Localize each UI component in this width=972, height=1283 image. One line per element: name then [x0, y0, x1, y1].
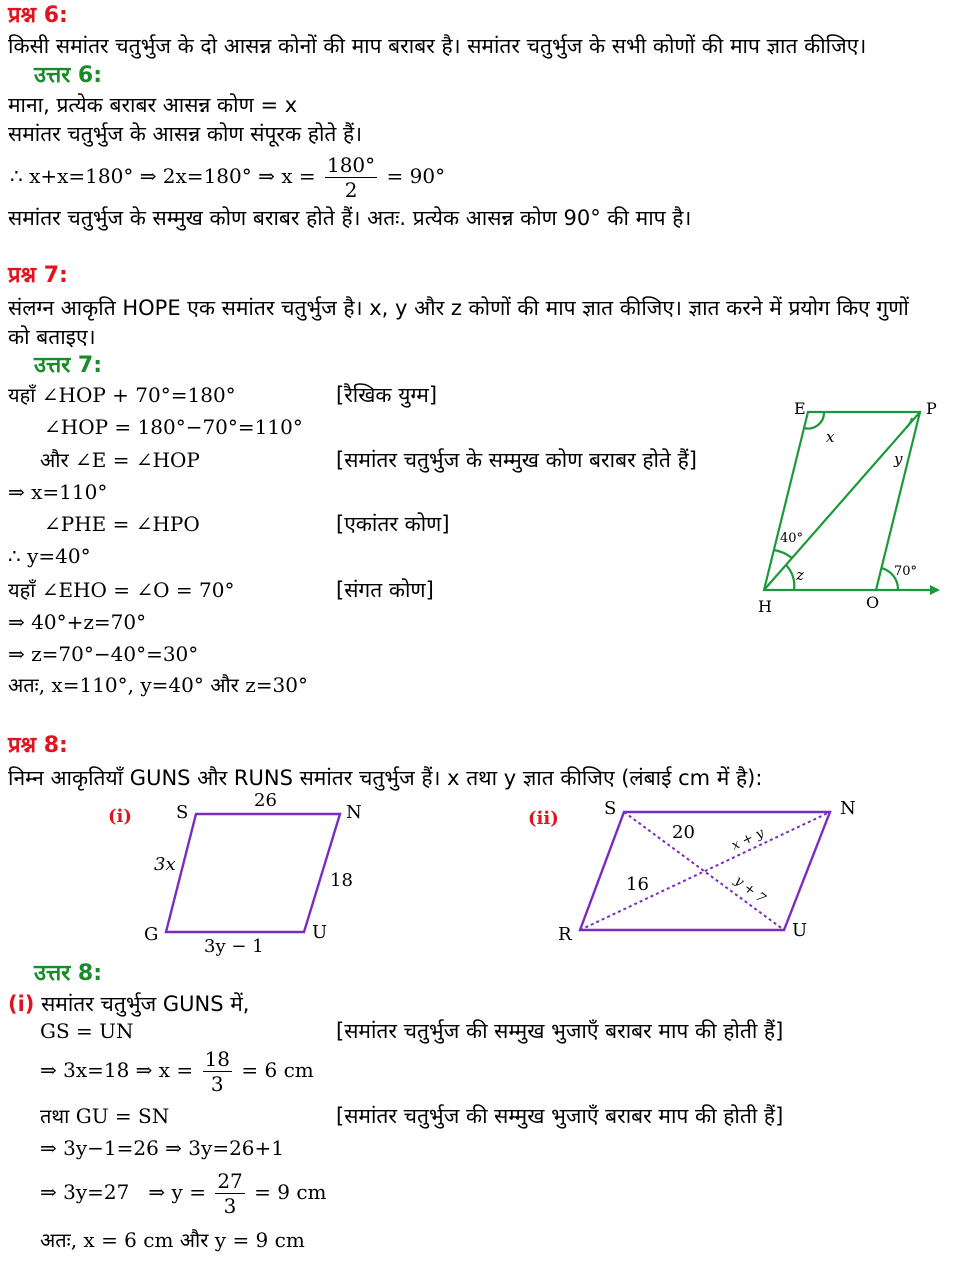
- q8-figure-runs: [520, 790, 870, 950]
- q6-question: किसी समांतर चतुर्भुज के दो आसन्न कोनों की माप बराबर है। समांतर चतुर्भुज के सभी कोणों की माप ज्ञात कीजिए।: [8, 34, 867, 58]
- q7-arc-y: [906, 418, 912, 428]
- q8-fig2-label-u: U: [792, 920, 808, 941]
- q8-line-3y: ⇒ 3y−1=26 ⇒ 3y=26+1: [40, 1136, 285, 1160]
- q8-frac-y-num: 27: [217, 1169, 243, 1193]
- q8-frac-x-num: 18: [204, 1047, 231, 1071]
- q8-fig1-bottom-side: 3y − 1: [204, 936, 264, 957]
- q8-fraction-y: [215, 1169, 244, 1218]
- q7-step-10: अतः, x=110°, y=40° और z=30°: [8, 673, 308, 697]
- q7-reason-7: [संगत कोण]: [336, 578, 434, 602]
- q8-part-tag: (i): [8, 992, 35, 1016]
- q7-arc-40: [774, 550, 792, 558]
- q7-step-4: ⇒ x=110°: [8, 480, 108, 504]
- q8-line-gu-sn: तथा GU = SN: [40, 1104, 170, 1128]
- q7-step-1: यहाँ ∠HOP + 70°=180°: [8, 383, 236, 407]
- q7-step-5: ∠PHE = ∠HPO: [44, 512, 200, 536]
- q8-fig2-seg-xy: x + y: [729, 825, 767, 854]
- q8-reason-1: [समांतर चतुर्भुज की सम्मुख भुजाएँ बराबर माप की होती हैं]: [336, 1019, 784, 1043]
- q8-line-gs-un: GS = UN: [40, 1019, 134, 1043]
- q7-label-h: H: [758, 597, 772, 616]
- q8-fig2-label-r: R: [558, 924, 572, 945]
- q7-reason-3: [समांतर चतुर्भुज के सम्मुख कोण बराबर होते हैं]: [336, 448, 697, 472]
- q7-reason-1: [रैखिक युग्म]: [336, 383, 438, 407]
- q6-line4: समांतर चतुर्भुज के सम्मुख कोण बराबर होते हैं। अतः. प्रत्येक आसन्न कोण 90° की माप है।: [8, 206, 692, 230]
- q8-equation-y: [40, 1166, 327, 1218]
- q7-label-e: E: [794, 399, 806, 418]
- q8-question: निम्न आकृतियाँ GUNS और RUNS समांतर चतुर्भुज हैं। x तथा y ज्ञात कीजिए (लंबाई cm में है):: [8, 766, 763, 790]
- q6-heading: प्रश्न 6:: [8, 3, 68, 28]
- q7-label-70: 70°: [894, 564, 918, 579]
- q6-line2: समांतर चतुर्भुज के आसन्न कोण संपूरक होते हैं।: [8, 122, 363, 146]
- q8-fig2-seg-16: 16: [626, 874, 649, 895]
- q7-parallelogram-figure: [750, 390, 950, 620]
- q7-step-7: यहाँ ∠EHO = ∠O = 70°: [8, 578, 235, 602]
- q7-heading: प्रश्न 7:: [8, 263, 68, 288]
- q8-frac-x-den: 3: [210, 1072, 224, 1096]
- q6-frac-den: 2: [344, 178, 358, 202]
- q7-step-9: ⇒ z=70°−40°=30°: [8, 642, 199, 666]
- q8-reason-2: [समांतर चतुर्भुज की सम्मुख भुजाएँ बराबर माप की होती हैं]: [336, 1104, 784, 1128]
- q8-part-header: [8, 990, 249, 1018]
- q8-fig1-label-s: S: [176, 802, 189, 823]
- q6-fraction: [325, 153, 377, 202]
- q8-fig1-label-n: N: [346, 802, 362, 823]
- q7-arc-z: [786, 565, 794, 590]
- q8-fig2-seg-y7: y + 7: [731, 873, 769, 907]
- q7-label-x: x: [826, 428, 835, 446]
- q7-reason-5: [एकांतर कोण]: [336, 512, 450, 536]
- q7-step-6: ∴ y=40°: [8, 544, 91, 568]
- q7-answer-heading: उत्तर 7:: [34, 353, 103, 378]
- q7-step-3: और ∠E = ∠HOP: [40, 448, 200, 472]
- q8-answer-heading: उत्तर 8:: [34, 961, 103, 986]
- q8-fig2-label-s: S: [604, 798, 617, 819]
- q6-frac-num: 180°: [326, 153, 376, 177]
- q8-fig1-label-g: G: [144, 924, 159, 945]
- q7-label-z: z: [796, 566, 804, 584]
- q6-eq-right: = 90°: [386, 164, 446, 188]
- q7-step-2: ∠HOP = 180°−70°=110°: [44, 415, 303, 439]
- q8-eq-y-left: ⇒ 3y=27 ⇒ y =: [40, 1180, 206, 1204]
- q8-figure-guns: [100, 786, 390, 962]
- q7-question-line1: संलग्न आकृति HOPE एक समांतर चतुर्भुज है। x, y और z कोणों की माप ज्ञात कीजिए। ज्ञात करने में प्रयोग किए गुणों: [8, 296, 909, 320]
- q8-fig1-top-side: 26: [254, 790, 277, 811]
- q8-guns-parallelogram: [166, 814, 340, 932]
- q8-eq-x-left: ⇒ 3x=18 ⇒ x =: [40, 1058, 194, 1082]
- q8-eq-x-right: = 6 cm: [241, 1058, 314, 1082]
- q8-equation-x: [40, 1044, 314, 1096]
- q8-fraction-x: [203, 1047, 232, 1096]
- q6-line1: माना, प्रत्येक बराबर आसन्न कोण = x: [8, 93, 298, 117]
- q8-fig1-label-u: U: [312, 922, 328, 943]
- q7-step-8: ⇒ 40°+z=70°: [8, 610, 147, 634]
- q8-eq-y-right: = 9 cm: [254, 1180, 327, 1204]
- q6-eq-left: ∴ x+x=180° ⇒ 2x=180° ⇒ x =: [10, 164, 316, 188]
- q8-final-answer: अतः, x = 6 cm और y = 9 cm: [40, 1228, 305, 1252]
- q8-heading: प्रश्न 8:: [8, 733, 68, 758]
- q7-question-line2: को बताइए।: [8, 325, 96, 349]
- q8-fig2-label-n: N: [840, 798, 856, 819]
- q8-part-title: समांतर चतुर्भुज GUNS में,: [41, 992, 250, 1016]
- q6-equation: [10, 150, 445, 202]
- q8-fig1-right-side: 18: [330, 870, 353, 891]
- arrow-head-icon: [930, 585, 940, 595]
- q8-fig1-tag: (i): [108, 806, 132, 827]
- q7-label-p: P: [926, 399, 937, 418]
- q8-fig2-tag: (ii): [528, 808, 559, 829]
- q8-fig1-left-side: 3x: [154, 854, 176, 875]
- q8-fig2-seg-20: 20: [672, 822, 695, 843]
- q7-label-40: 40°: [780, 531, 804, 546]
- q8-frac-y-den: 3: [223, 1194, 237, 1218]
- q7-label-y: y: [894, 450, 903, 468]
- q6-answer-heading: उत्तर 6:: [34, 63, 103, 88]
- q7-label-o: O: [866, 593, 880, 612]
